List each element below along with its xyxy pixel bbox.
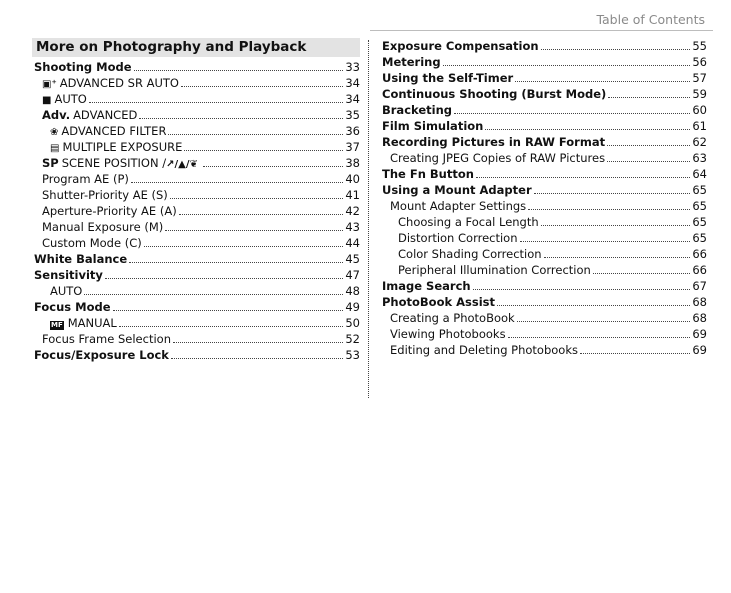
sp-mode-icon: SP	[42, 156, 59, 170]
page-number: 34	[345, 76, 360, 90]
page-number: 43	[345, 220, 360, 234]
page-number: 53	[345, 348, 360, 362]
page-number: 62	[692, 135, 707, 149]
page-number: 45	[345, 252, 360, 266]
toc-entry-scene-position[interactable]: SP SCENE POSITION / ↗/▲/❦ 38	[32, 155, 360, 171]
toc-entry-fn-button[interactable]: The Fn Button 64	[382, 167, 707, 181]
toc-entry-jpeg-copies[interactable]: Creating JPEG Copies of RAW Pictures 63	[390, 151, 707, 165]
leader-dots	[593, 273, 691, 274]
leader-dots	[454, 113, 690, 114]
leader-dots	[168, 134, 343, 135]
toc-entry-manual-focus[interactable]: MF MANUAL 50	[51, 316, 360, 330]
sr-auto-icon: ▣⁺	[42, 79, 57, 90]
advanced-filter-icon: ❀	[50, 127, 59, 138]
toc-entry-metering[interactable]: Metering 56	[382, 55, 707, 69]
leader-dots	[139, 118, 343, 119]
page-number: 35	[345, 108, 360, 122]
page-number: 37	[345, 140, 360, 154]
toc-entry-peripheral-illumination[interactable]: Peripheral Illumination Correction 66	[398, 263, 707, 277]
toc-entry-focus-exposure-lock[interactable]: Focus/Exposure Lock 53	[34, 348, 360, 362]
leader-dots	[134, 70, 344, 71]
leader-dots	[181, 86, 343, 87]
header-rule	[370, 30, 713, 31]
page-number: 65	[692, 183, 707, 197]
leader-dots	[485, 129, 690, 130]
leader-dots	[171, 358, 343, 359]
leader-dots	[520, 241, 691, 242]
leader-dots	[607, 161, 690, 162]
toc-entry-distortion-correction[interactable]: Distortion Correction 65	[398, 231, 707, 245]
toc-entry-color-shading-correction[interactable]: Color Shading Correction 66	[398, 247, 707, 261]
page-number: 42	[345, 204, 360, 218]
page-number: 41	[345, 188, 360, 202]
column-divider	[368, 40, 369, 398]
page-number: 69	[692, 327, 707, 341]
leader-dots	[84, 294, 343, 295]
toc-entry-creating-photobook[interactable]: Creating a PhotoBook 68	[390, 311, 707, 325]
toc-entry-advanced-sr-auto[interactable]: ▣⁺ ADVANCED SR AUTO 34	[32, 75, 360, 91]
leader-dots	[131, 182, 343, 183]
page-number: 65	[692, 199, 707, 213]
page-header-title: Table of Contents	[596, 12, 705, 27]
toc-entry-film-simulation[interactable]: Film Simulation 61	[382, 119, 707, 133]
scene-icons: ↗/▲/❦	[166, 159, 198, 170]
toc-entry-viewing-photobooks[interactable]: Viewing Photobooks 69	[390, 327, 707, 341]
page-number: 38	[345, 156, 360, 170]
leader-dots	[144, 246, 344, 247]
leader-dots	[528, 209, 690, 210]
toc-entry-program-ae[interactable]: Program AE (P) 40	[42, 172, 360, 186]
toc-entry-mount-adapter[interactable]: Using a Mount Adapter 65	[382, 183, 707, 197]
toc-entry-advanced-filter[interactable]: ❀ ADVANCED FILTER 36	[32, 123, 360, 139]
page-number: 59	[692, 87, 707, 101]
leader-dots	[105, 278, 343, 279]
leader-dots	[517, 321, 691, 322]
leader-dots	[179, 214, 344, 215]
leader-dots	[534, 193, 691, 194]
adv-mode-icon: Adv.	[42, 108, 71, 122]
toc-entry-shooting-mode[interactable]: Shooting Mode 33	[34, 60, 360, 74]
toc-entry-advanced[interactable]: Adv. ADVANCED 35	[42, 108, 360, 122]
leader-dots	[544, 257, 691, 258]
page-number: 66	[692, 247, 707, 261]
leader-dots	[608, 97, 690, 98]
page-number: 52	[345, 332, 360, 346]
leader-dots	[508, 337, 691, 338]
toc-entry-auto[interactable]: ■ AUTO 34	[32, 91, 360, 107]
toc-entry-exposure-compensation[interactable]: Exposure Compensation 55	[382, 39, 707, 53]
toc-entry-editing-photobooks[interactable]: Editing and Deleting Photobooks 69	[390, 343, 707, 357]
toc-entry-white-balance[interactable]: White Balance 45	[34, 252, 360, 266]
page-number: 66	[692, 263, 707, 277]
page-number: 34	[345, 92, 360, 106]
leader-dots	[129, 262, 343, 263]
page-number: 47	[345, 268, 360, 282]
page-number: 61	[692, 119, 707, 133]
toc-entry-self-timer[interactable]: Using the Self-Timer 57	[382, 71, 707, 85]
toc-entry-continuous-shooting[interactable]: Continuous Shooting (Burst Mode) 59	[382, 87, 707, 101]
toc-entry-sensitivity[interactable]: Sensitivity 47	[34, 268, 360, 282]
toc-entry-photobook-assist[interactable]: PhotoBook Assist 68	[382, 295, 707, 309]
page-number: 56	[692, 55, 707, 69]
toc-entry-image-search[interactable]: Image Search 67	[382, 279, 707, 293]
leader-dots	[184, 150, 343, 151]
leader-dots	[170, 198, 344, 199]
page-number: 65	[692, 215, 707, 229]
toc-entry-focus-frame-selection[interactable]: Focus Frame Selection 52	[42, 332, 360, 346]
leader-dots	[443, 65, 691, 66]
toc-entry-manual-exposure[interactable]: Manual Exposure (M) 43	[42, 220, 360, 234]
multiple-exposure-icon: ▤	[50, 143, 60, 154]
toc-left-column	[32, 38, 360, 363]
leader-dots	[541, 49, 691, 50]
toc-entry-raw-format[interactable]: Recording Pictures in RAW Format 62	[382, 135, 707, 149]
page-number: 63	[692, 151, 707, 165]
leader-dots	[515, 81, 690, 82]
page-number: 36	[345, 124, 360, 138]
page-number: 40	[345, 172, 360, 186]
page-number: 57	[692, 71, 707, 85]
leader-dots	[476, 177, 690, 178]
toc-entry-mount-adapter-settings[interactable]: Mount Adapter Settings 65	[390, 199, 707, 213]
page-number: 69	[692, 343, 707, 357]
page-number: 65	[692, 231, 707, 245]
leader-dots	[165, 230, 343, 231]
toc-entry-focus-mode[interactable]: Focus Mode 49	[34, 300, 360, 314]
page-number: 68	[692, 311, 707, 325]
page-number: 55	[692, 39, 707, 53]
page-number: 60	[692, 103, 707, 117]
toc-entry-shutter-priority-ae[interactable]: Shutter-Priority AE (S) 41	[42, 188, 360, 202]
toc-entry-sensitivity-auto[interactable]: AUTO 48	[50, 284, 360, 298]
page-number: 68	[692, 295, 707, 309]
leader-dots	[89, 102, 344, 103]
leader-dots	[497, 305, 690, 306]
section-title: More on Photography and Playback	[32, 38, 360, 57]
leader-dots	[541, 225, 691, 226]
leader-dots	[173, 342, 343, 343]
toc-entry-multiple-exposure[interactable]: ▤ MULTIPLE EXPOSURE 37	[32, 139, 360, 155]
mf-icon: MF	[51, 321, 63, 329]
page-number: 49	[345, 300, 360, 314]
toc-entry-custom-mode[interactable]: Custom Mode (C) 44	[42, 236, 360, 250]
page-number: 44	[345, 236, 360, 250]
leader-dots	[580, 353, 690, 354]
page-number: 33	[345, 60, 360, 74]
page-number: 48	[345, 284, 360, 298]
page-number: 50	[345, 316, 360, 330]
leader-dots	[607, 145, 690, 146]
toc-entry-aperture-priority-ae[interactable]: Aperture-Priority AE (A) 42	[42, 204, 360, 218]
leader-dots	[473, 289, 691, 290]
camera-icon: ■	[42, 95, 52, 106]
page-number: 64	[692, 167, 707, 181]
toc-entry-focal-length[interactable]: Choosing a Focal Length 65	[398, 215, 707, 229]
toc-right-column	[380, 38, 707, 358]
page-number: 67	[692, 279, 707, 293]
toc-entry-bracketing[interactable]: Bracketing 60	[382, 103, 707, 117]
leader-dots	[119, 326, 344, 327]
leader-dots	[203, 166, 343, 167]
leader-dots	[113, 310, 344, 311]
